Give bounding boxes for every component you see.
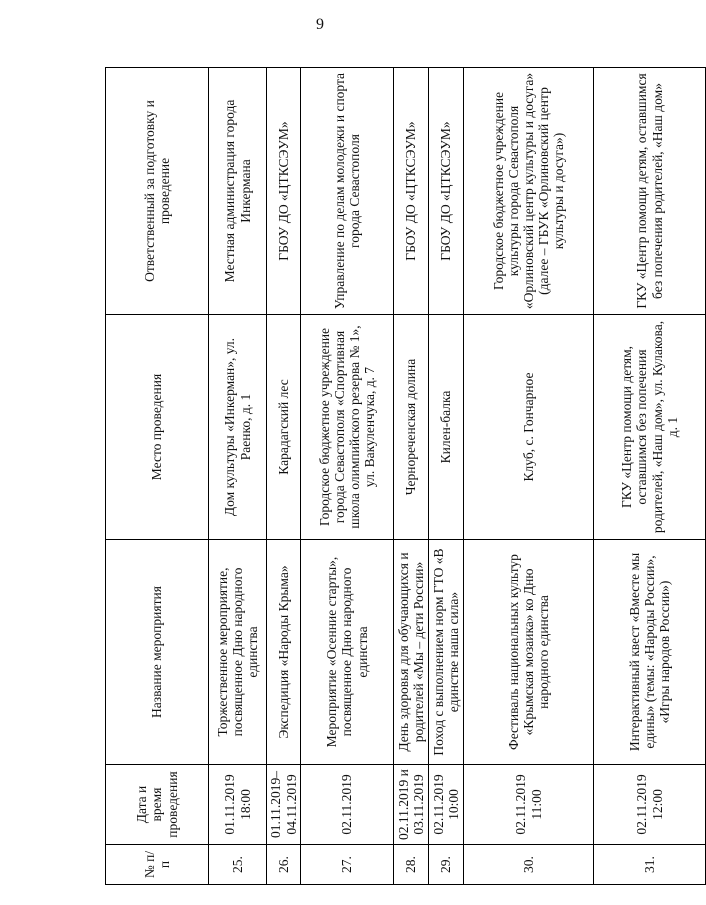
cell-venue: Чернореченская долина [394,315,429,540]
table-row [301,68,394,885]
cell-date: 01.11.2019 18:00 [209,765,267,845]
table-header-row [106,68,209,885]
cell-event-name: Экспедиция «Народы Крыма» [267,540,301,765]
table-row [464,68,594,885]
cell-venue: Килен-балка [429,315,464,540]
header-responsible: Ответственный за подготовку и проведение [106,68,209,315]
cell-responsible: ГКУ «Центр помощи детям, оставшимся без попечения родителей, «Наш дом» [594,68,706,315]
cell-responsible: ГБОУ ДО «ЦТКСЭУМ» [394,68,429,315]
cell-responsible: ГБОУ ДО «ЦТКСЭУМ» [429,68,464,315]
cell-venue: Карадагский лес [267,315,301,540]
cell-venue: Клуб, с. Гончарное [464,315,594,540]
cell-event-name: Торжественное мероприятие, посвященное Дню народного единства [209,540,267,765]
header-date: Дата и время проведения [106,765,209,845]
cell-number: 26. [267,845,301,885]
cell-number: 31. [594,845,706,885]
cell-date: 02.11.2019 10:00 [429,765,464,845]
cell-number: 28. [394,845,429,885]
cell-number: 29. [429,845,464,885]
page-number: 9 [316,16,324,33]
table-row [429,68,464,885]
rotated-table-container [105,68,680,885]
table-row [594,68,706,885]
cell-event-name: Фестиваль национальных культур «Крымская мозаика» ко Дню народного единства [464,540,594,765]
cell-event-name: Интерактивный квест «Вместе мы едины» (темы: «Народы России», «Игры народов России») [594,540,706,765]
table-row [394,68,429,885]
cell-date: 02.11.2019 12:00 [594,765,706,845]
cell-event-name: Мероприятие «Осенние старты», посвященное Дню народного единства [301,540,394,765]
cell-event-name: День здоровья для обучающихся и родителей «Мы – дети России» [394,540,429,765]
cell-number: 27. [301,845,394,885]
cell-venue: Городское бюджетное учреждение города Севастополя «Спортивная школа олимпийского резерва № 1», ул. Вакуленчука, д. 7 [301,315,394,540]
cell-responsible: Городское бюджетное учреждение культуры города Севастополя «Орлиновский центр культуры и досуга» (далее – ГБУК «Орлиновский центр культуры и досуга») [464,68,594,315]
cell-responsible: ГБОУ ДО «ЦТКСЭУМ» [267,68,301,315]
cell-number: 30. [464,845,594,885]
cell-responsible: Управление по делам молодежи и спорта города Севастополя [301,68,394,315]
cell-number: 25. [209,845,267,885]
cell-venue: Дом культуры «Инкерман», ул. Раенко, д. 1 [209,315,267,540]
cell-date: 01.11.2019–04.11.2019 [267,765,301,845]
cell-date: 02.11.2019 11:00 [464,765,594,845]
cell-event-name: Поход с выполнением норм ГТО «В единстве наша сила» [429,540,464,765]
table-row [267,68,301,885]
events-table [105,67,706,885]
header-venue: Место проведения [106,315,209,540]
cell-venue: ГКУ «Центр помощи детям, оставшимся без попечения родителей, «Наш дом», ул. Кулакова, д. 1 [594,315,706,540]
header-number: № п/п [106,845,209,885]
table-row [209,68,267,885]
cell-date: 02.11.2019 [301,765,394,845]
cell-responsible: Местная администрация города Инкермана [209,68,267,315]
header-event-name: Название мероприятия [106,540,209,765]
cell-date: 02.11.2019 и 03.11.2019 [394,765,429,845]
